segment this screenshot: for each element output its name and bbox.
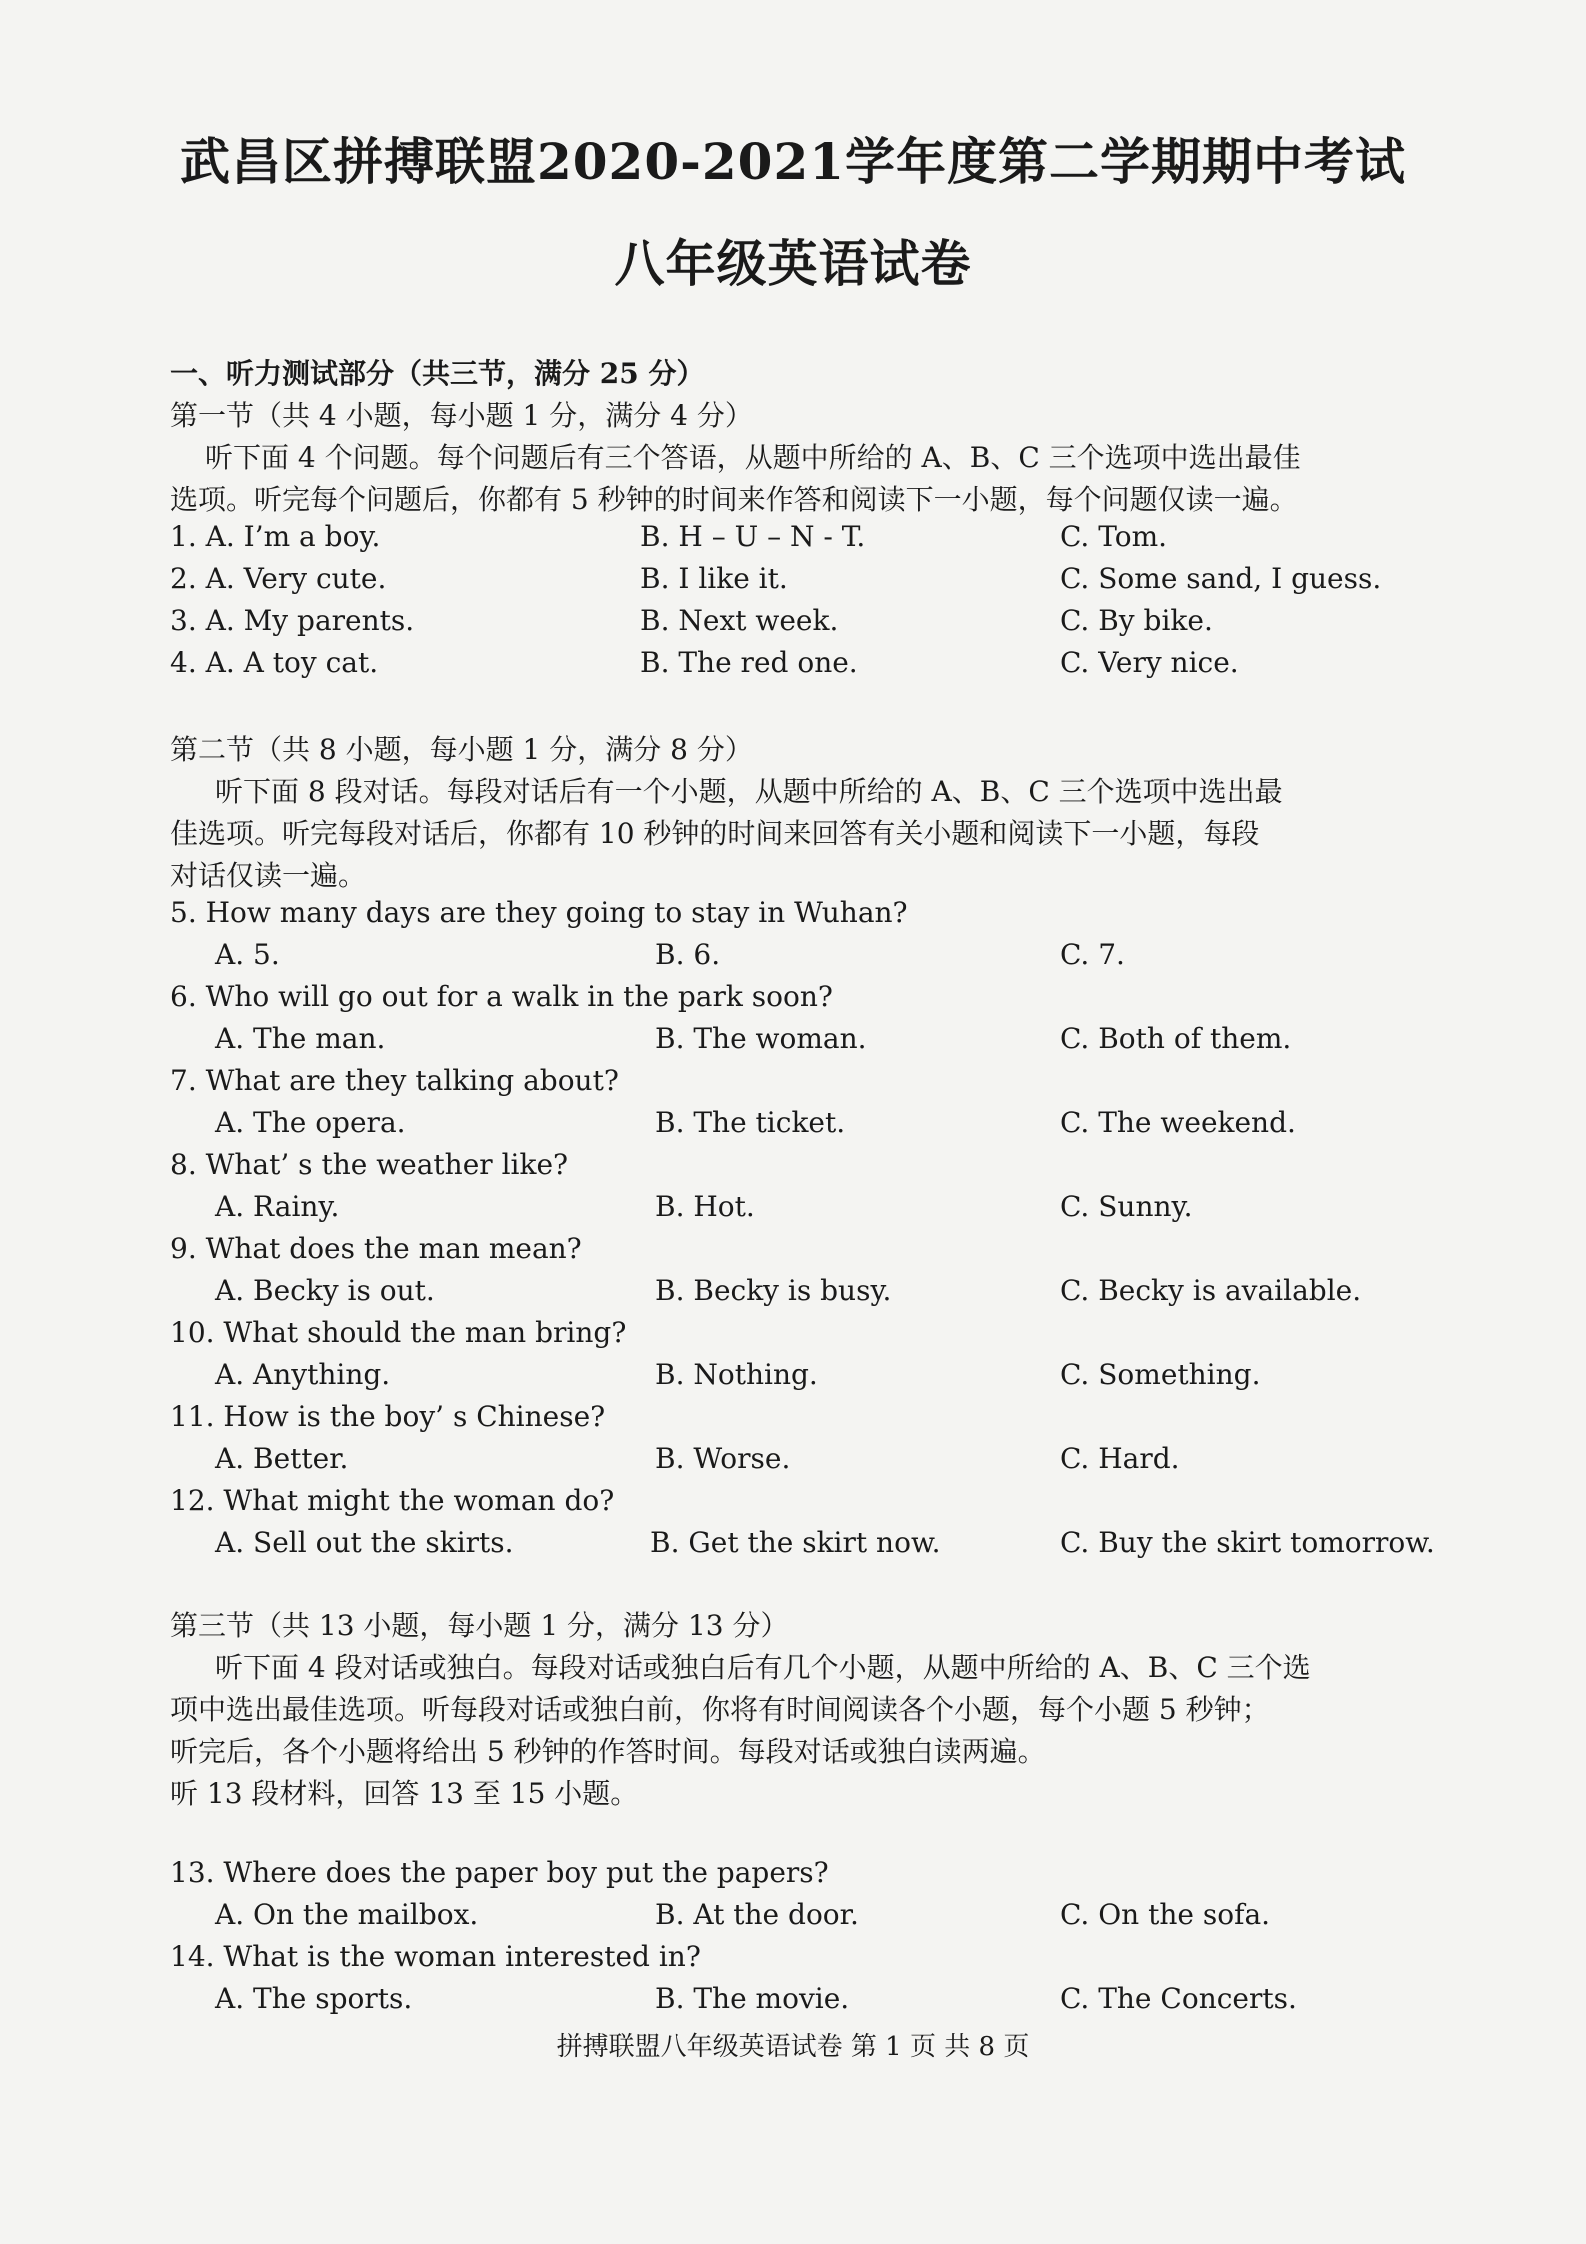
option-b: B. The movie. [655,1982,850,2015]
section2-instruction-line2: 佳选项。听完每段对话后，你都有 10 秒钟的时间来回答有关小题和阅读下一小题，每段 [170,817,1260,850]
question-text: 7. What are they talking about? [170,1064,619,1097]
question-text: 6. Who will go out for a walk in the park soon? [170,980,833,1013]
option-c: C. Very nice. [1060,646,1239,679]
option-c: C. Some sand, I guess. [1060,562,1382,595]
option-c: C. On the sofa. [1060,1898,1271,1931]
option-c: C. 7. [1060,938,1125,971]
option-b: B. Get the skirt now. [650,1526,941,1559]
option-a: A. The sports. [215,1982,413,2015]
option-c: C. The weekend. [1060,1106,1296,1139]
question-text: 9. What does the man mean? [170,1232,582,1265]
section2-instruction-line1: 听下面 8 段对话。每段对话后有一个小题，从题中所给的 A、B、C 三个选项中选出最 [215,775,1283,808]
question-text: 13. Where does the paper boy put the papers? [170,1856,829,1889]
option-a: A. The opera. [215,1106,406,1139]
section2-heading: 第二节（共 8 小题，每小题 1 分，满分 8 分） [170,733,753,766]
option-a: A. Better. [215,1442,349,1475]
option-a: A. On the mailbox. [215,1898,479,1931]
section3-instruction-line2: 项中选出最佳选项。听每段对话或独白前，你将有时间阅读各个小题，每个小题 5 秒钟； [170,1693,1270,1726]
exam-title: 武昌区拼搏联盟2020-2021学年度第二学期期中考试 [179,132,1407,191]
option-a: 3. A. My parents. [170,604,415,637]
question-text: 5. How many days are they going to stay in Wuhan? [170,896,908,929]
option-b: B. 6. [655,938,721,971]
section1-instruction-line2: 选项。听完每个问题后，你都有 5 秒钟的时间来作答和阅读下一小题，每个问题仅读一遍。 [170,483,1298,516]
option-b: B. The red one. [640,646,858,679]
option-a: A. Rainy. [215,1190,340,1223]
option-b: B. Hot. [655,1190,755,1223]
section3-instruction-line1: 听下面 4 段对话或独白。每段对话或独白后有几个小题，从题中所给的 A、B、C 三个选 [215,1651,1311,1684]
option-b: B. Worse. [655,1442,791,1475]
option-c: C. The Concerts. [1060,1982,1297,2015]
option-a: A. Sell out the skirts. [215,1526,514,1559]
option-b: B. H – U – N - T. [640,520,866,553]
section3-heading: 第三节（共 13 小题，每小题 1 分，满分 13 分） [170,1609,789,1642]
question-text: 8. What’ s the weather like? [170,1148,569,1181]
section1-instruction-line1: 听下面 4 个问题。每个问题后有三个答语，从题中所给的 A、B、C 三个选项中选出最佳 [205,441,1301,474]
option-b: B. The woman. [655,1022,867,1055]
option-c: C. Buy the skirt tomorrow. [1060,1526,1435,1559]
option-c: C. Hard. [1060,1442,1180,1475]
option-a: 2. A. Very cute. [170,562,387,595]
question-text: 12. What might the woman do? [170,1484,615,1517]
question-text: 10. What should the man bring? [170,1316,627,1349]
exam-subtitle: 八年级英语试卷 [614,234,972,293]
part1-heading: 一、听力测试部分（共三节，满分 25 分） [170,357,705,390]
option-a: 1. A. I’m a boy. [170,520,381,553]
option-a: 4. A. A toy cat. [170,646,379,679]
section3-material-note: 听 13 段材料，回答 13 至 15 小题。 [170,1777,639,1810]
option-b: B. The ticket. [655,1106,846,1139]
question-text: 11. How is the boy’ s Chinese? [170,1400,606,1433]
option-c: C. Sunny. [1060,1190,1193,1223]
page-footer: 拼搏联盟八年级英语试卷 第 1 页 共 8 页 [556,2032,1030,2062]
option-a: A. The man. [215,1022,386,1055]
option-b: B. Next week. [640,604,839,637]
option-b: B. Becky is busy. [655,1274,892,1307]
option-a: A. Becky is out. [215,1274,435,1307]
option-c: C. Something. [1060,1358,1261,1391]
option-c: C. Both of them. [1060,1022,1292,1055]
option-a: A. Anything. [215,1358,391,1391]
section1-heading: 第一节（共 4 小题，每小题 1 分，满分 4 分） [170,399,753,432]
section2-instruction-line3: 对话仅读一遍。 [170,859,367,892]
option-b: B. At the door. [655,1898,859,1931]
option-b: B. I like it. [640,562,788,595]
option-c: C. Becky is available. [1060,1274,1362,1307]
option-a: A. 5. [215,938,280,971]
question-text: 14. What is the woman interested in? [170,1940,701,1973]
option-c: C. Tom. [1060,520,1168,553]
section3-instruction-line3: 听完后，各个小题将给出 5 秒钟的作答时间。每段对话或独白读两遍。 [170,1735,1046,1768]
option-c: C. By bike. [1060,604,1213,637]
option-b: B. Nothing. [655,1358,818,1391]
